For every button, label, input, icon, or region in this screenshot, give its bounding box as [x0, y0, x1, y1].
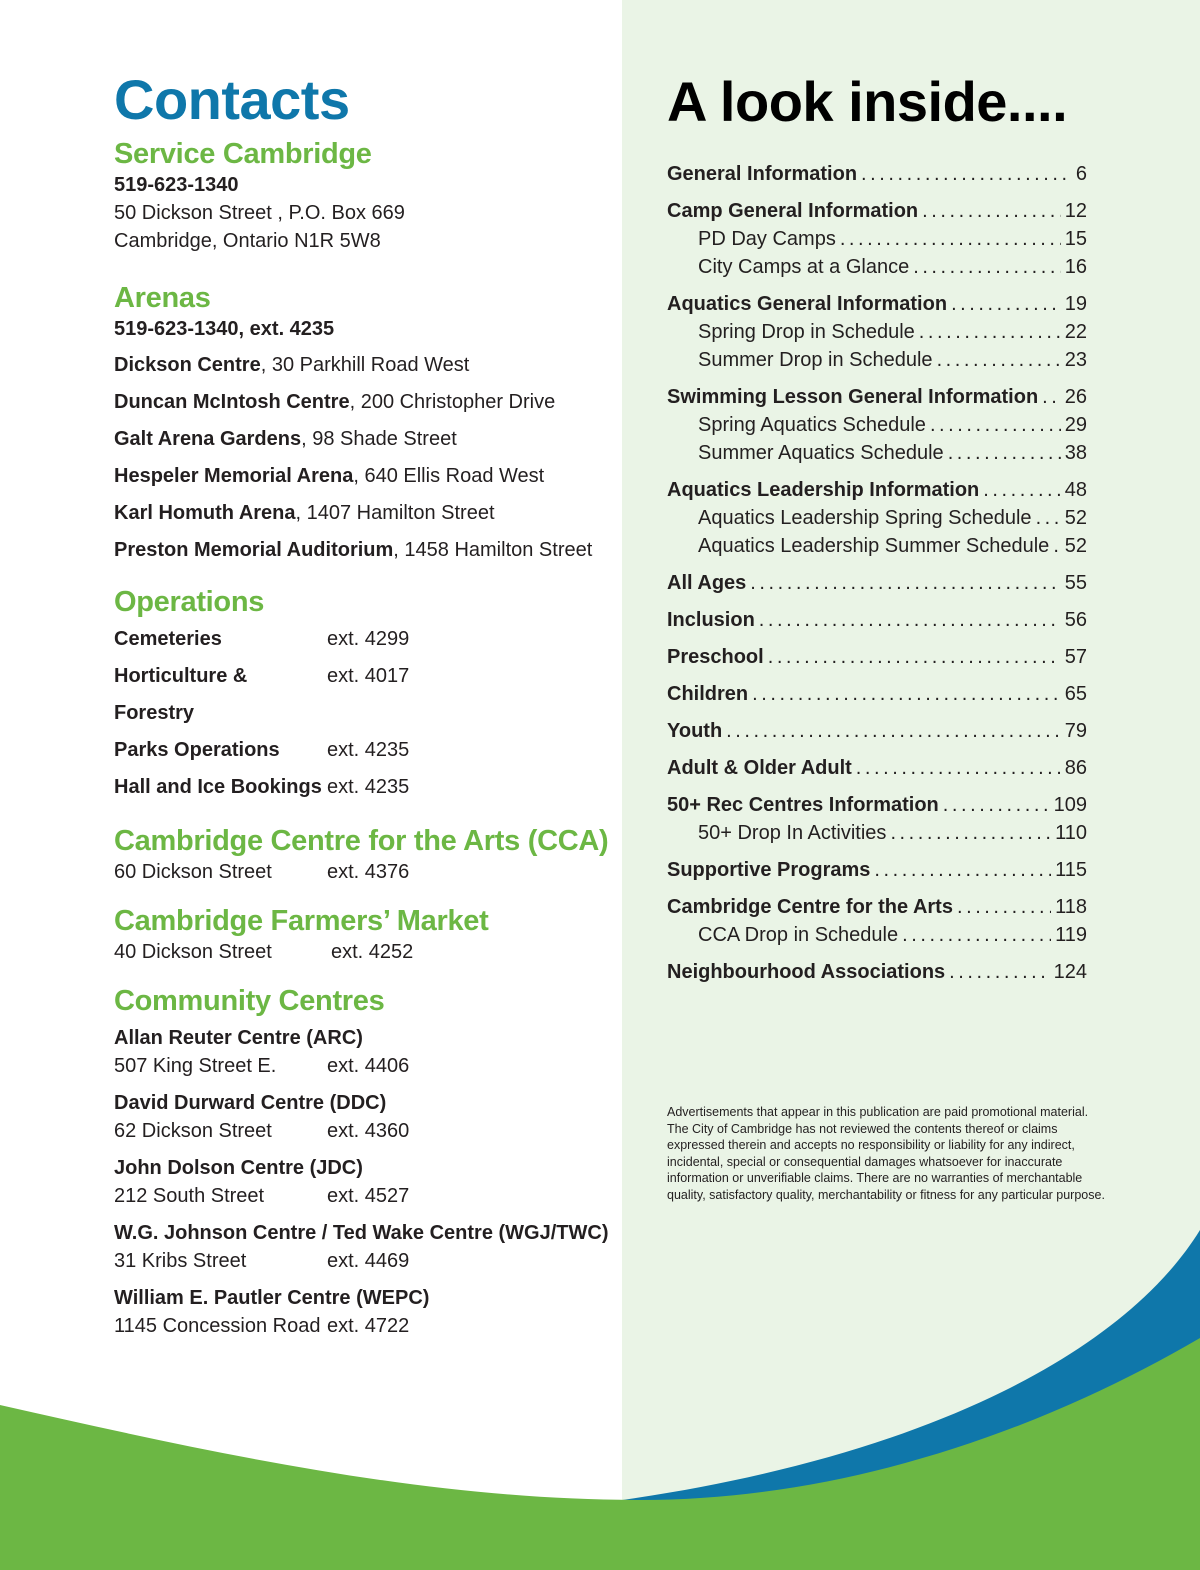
toc-leader-dots — [861, 160, 1072, 188]
toc-page-number: 55 — [1064, 572, 1087, 594]
operations-item: Cemeteries ext. 4299 — [114, 628, 410, 650]
community-item: Allan Reuter Centre (ARC) 507 King Street E. ext. 4406 — [114, 1027, 410, 1077]
toc-leader-dots — [919, 318, 1061, 346]
toc-label: Adult & Older Adult — [667, 757, 852, 779]
arenas-phone: 519-623-1340, ext. 4235 — [114, 318, 335, 340]
community-item: W.G. Johnson Centre / Ted Wake Centre (WGJ/TWC) 31 Kribs Street ext. 4469 — [114, 1222, 609, 1272]
toc-entry — [667, 893, 1087, 921]
toc-label: Aquatics Leadership Summer Schedule — [698, 535, 1050, 557]
cca-address: 60 Dickson Street — [114, 861, 272, 883]
toc-entry — [667, 476, 1087, 504]
toc-label: PD Day Camps — [698, 228, 836, 250]
toc-page-number: 52 — [1064, 507, 1087, 529]
toc-leader-dots — [951, 290, 1061, 318]
toc-leader-dots — [874, 856, 1051, 884]
toc-leader-dots — [750, 569, 1060, 597]
arena-item: Karl Homuth Arena, 1407 Hamilton Street — [114, 502, 495, 524]
toc-page-number: 115 — [1055, 859, 1087, 881]
toc-label: Swimming Lesson General Information — [667, 386, 1039, 408]
arenas-section — [114, 281, 614, 569]
contacts-column — [114, 70, 614, 1340]
toc-label: Preschool — [667, 646, 764, 668]
toc-leader-dots — [949, 958, 1049, 986]
toc-entry — [667, 160, 1087, 188]
cca-ext: ext. 4376 — [327, 861, 410, 883]
arenas-list — [114, 347, 614, 569]
toc-label: Spring Aquatics Schedule — [698, 414, 926, 436]
toc-entry — [667, 717, 1087, 745]
community-item: William E. Pautler Centre (WEPC) 1145 Concession Road ext. 4722 — [114, 1287, 430, 1337]
toc-label: Aquatics Leadership Information — [667, 479, 980, 501]
toc-label: City Camps at a Glance — [698, 256, 910, 278]
toc-leader-dots — [1042, 383, 1061, 411]
toc-entry — [667, 383, 1087, 411]
toc-page-number: 124 — [1053, 961, 1087, 983]
toc-leader-dots — [948, 439, 1061, 467]
toc-leader-dots — [983, 476, 1060, 504]
toc-leader-dots — [890, 819, 1051, 847]
toc-label: Aquatics Leadership Spring Schedule — [698, 507, 1032, 529]
toc-page-number: 6 — [1075, 163, 1087, 185]
toc-page-number: 26 — [1064, 386, 1087, 408]
toc-leader-dots — [752, 680, 1061, 708]
toc-page-number: 38 — [1064, 442, 1087, 464]
toc-label: Aquatics General Information — [667, 293, 948, 315]
toc-entry — [667, 791, 1087, 819]
toc-subentry — [667, 346, 1087, 374]
toc-entry — [667, 197, 1087, 225]
service-address-line1: 50 Dickson Street , P.O. Box 669 — [114, 202, 405, 224]
toc-subentry — [667, 819, 1087, 847]
toc-leader-dots — [768, 643, 1061, 671]
toc-page-number: 12 — [1064, 200, 1087, 222]
decorative-waves — [0, 1200, 1200, 1570]
toc-leader-dots — [840, 225, 1061, 253]
toc-page-number: 19 — [1064, 293, 1087, 315]
community-item: John Dolson Centre (JDC) 212 South Street ext. 4527 — [114, 1157, 410, 1207]
toc-label: Spring Drop in Schedule — [698, 321, 915, 343]
toc-entry — [667, 754, 1087, 782]
toc-entry — [667, 680, 1087, 708]
operations-item: Horticulture & Forestry ext. 4017 — [114, 665, 410, 724]
cca-heading: Cambridge Centre for the Arts (CCA) — [114, 825, 609, 857]
toc-label: Camp General Information — [667, 200, 919, 222]
arena-item: Preston Memorial Auditorium, 1458 Hamilton Street — [114, 539, 593, 561]
toc-subentry — [667, 225, 1087, 253]
contacts-title: Contacts — [114, 68, 350, 131]
toc-subentry — [667, 532, 1087, 560]
toc-leader-dots — [930, 411, 1061, 439]
toc-leader-dots — [1053, 532, 1060, 560]
service-address-line2: Cambridge, Ontario N1R 5W8 — [114, 230, 381, 252]
toc-leader-dots — [856, 754, 1061, 782]
toc-page-number: 16 — [1064, 256, 1087, 278]
cca-section — [114, 824, 614, 886]
toc-page-number: 110 — [1055, 822, 1087, 844]
toc-entry — [667, 856, 1087, 884]
disclaimer-text: Advertisements that appear in this publication are paid promotional material. The City of Cambridge has not reviewed the contents thereof or claims expressed therein and accepts no responsibility or liability for any indirect, incidental, special or consequential damages whatsoever for inaccurate information or unverifiable claims. There are no warranties of merchantable quality, satisfactory quality, merchantability or fitness for any particular purpose. — [667, 1105, 1105, 1202]
toc-subentry — [667, 411, 1087, 439]
toc-subentry — [667, 318, 1087, 346]
operations-heading: Operations — [114, 586, 265, 618]
toc-subentry — [667, 439, 1087, 467]
toc-label: All Ages — [667, 572, 747, 594]
toc-label: Summer Aquatics Schedule — [698, 442, 944, 464]
toc-entry — [667, 958, 1087, 986]
toc-entry — [667, 643, 1087, 671]
toc-page-number: 23 — [1064, 349, 1087, 371]
toc-page-number: 86 — [1064, 757, 1087, 779]
toc-label: Cambridge Centre for the Arts — [667, 896, 953, 918]
toc-page-number: 52 — [1064, 535, 1087, 557]
toc-leader-dots — [902, 921, 1051, 949]
toc-leader-dots — [957, 893, 1051, 921]
toc-page-number: 57 — [1064, 646, 1087, 668]
toc-page-number: 109 — [1053, 794, 1087, 816]
toc-label: 50+ Drop In Activities — [698, 822, 887, 844]
community-item: David Durward Centre (DDC) 62 Dickson Street ext. 4360 — [114, 1092, 410, 1142]
toc-subentry — [667, 921, 1087, 949]
toc-page-number: 22 — [1064, 321, 1087, 343]
toc-page-number: 65 — [1064, 683, 1087, 705]
toc-leader-dots — [937, 346, 1061, 374]
toc-page-number: 119 — [1055, 924, 1087, 946]
toc-subentry — [667, 253, 1087, 281]
toc-entry — [667, 290, 1087, 318]
toc-label: Children — [667, 683, 749, 705]
market-heading: Cambridge Farmers’ Market — [114, 905, 489, 937]
toc-entry — [667, 569, 1087, 597]
toc-label: Youth — [667, 720, 723, 742]
toc-label: Supportive Programs — [667, 859, 871, 881]
market-address: 40 Dickson Street — [114, 941, 272, 963]
market-section — [114, 904, 614, 966]
toc-label: Summer Drop in Schedule — [698, 349, 933, 371]
operations-item: Parks Operations ext. 4235 — [114, 739, 410, 761]
toc-page-number: 118 — [1055, 896, 1087, 918]
market-ext: ext. 4252 — [331, 941, 414, 963]
toc-label: General Information — [667, 163, 858, 185]
toc-label: CCA Drop in Schedule — [698, 924, 899, 946]
toc-page-number: 29 — [1064, 414, 1087, 436]
arena-item: Duncan McIntosh Centre, 200 Christopher Drive — [114, 391, 556, 413]
toc-page-number: 15 — [1064, 228, 1087, 250]
toc-title: A look inside.... — [667, 70, 1068, 133]
toc-list — [667, 160, 1087, 986]
toc-label: Inclusion — [667, 609, 755, 631]
toc-label: 50+ Rec Centres Information — [667, 794, 939, 816]
service-cambridge-heading: Service Cambridge — [114, 138, 372, 170]
operations-item: Hall and Ice Bookings ext. 4235 — [114, 776, 410, 798]
arenas-heading: Arenas — [114, 282, 211, 314]
toc-page-number: 79 — [1064, 720, 1087, 742]
toc-leader-dots — [922, 197, 1061, 225]
toc-label: Neighbourhood Associations — [667, 961, 946, 983]
table-of-contents-column — [667, 70, 1087, 986]
arena-item: Hespeler Memorial Arena, 640 Ellis Road West — [114, 465, 545, 487]
toc-subentry — [667, 504, 1087, 532]
toc-page-number: 56 — [1064, 609, 1087, 631]
arena-item: Galt Arena Gardens, 98 Shade Street — [114, 428, 457, 450]
service-cambridge-section — [114, 137, 614, 255]
arena-item: Dickson Centre, 30 Parkhill Road West — [114, 354, 470, 376]
toc-leader-dots — [913, 253, 1061, 281]
toc-leader-dots — [726, 717, 1061, 745]
community-heading: Community Centres — [114, 985, 385, 1017]
green-wave-bottom — [0, 1500, 1200, 1570]
toc-leader-dots — [943, 791, 1050, 819]
operations-section — [114, 585, 614, 806]
toc-leader-dots — [759, 606, 1061, 634]
service-phone: 519-623-1340 — [114, 174, 239, 196]
toc-entry — [667, 606, 1087, 634]
toc-page-number: 48 — [1064, 479, 1087, 501]
toc-leader-dots — [1036, 504, 1061, 532]
